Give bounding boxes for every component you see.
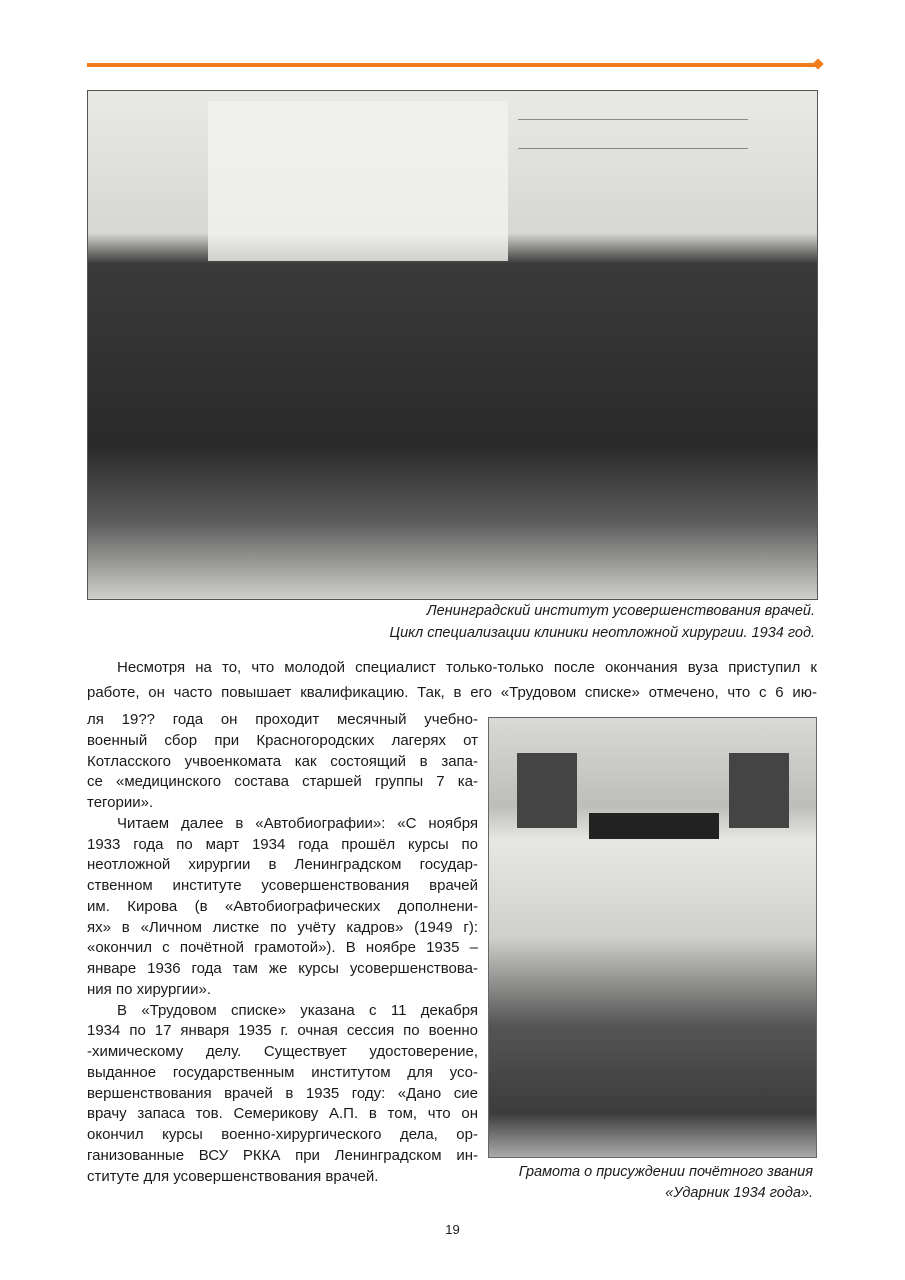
body-line: Котласского учвоенкомата как состоящий в запа- bbox=[87, 752, 478, 770]
body-line: выданное государственным институтом для усо- bbox=[87, 1063, 478, 1081]
body-line: «окончил с почётной грамотой»). В ноябре 1935 – bbox=[87, 939, 478, 957]
header-rule bbox=[87, 63, 817, 67]
body-line: ганизованные ВСУ РККА при Ленинградском ин- bbox=[87, 1146, 478, 1164]
body-line: военный сбор при Красногородских лагерях от bbox=[87, 731, 478, 749]
body-line: В «Трудовом списке» указана с 11 декабря bbox=[117, 1001, 478, 1019]
body-line: ния по хирургии». bbox=[87, 980, 212, 998]
body-line: Несмотря на то, что молодой специалист только-только после окончания вуза приступил к bbox=[117, 659, 817, 676]
body-line: январе 1936 года там же курсы усовершенствова- bbox=[87, 960, 478, 977]
body-line: 1934 по 17 января 1935 г. очная сессия по военно bbox=[87, 1022, 478, 1040]
body-line: -химическому делу. Существует удостоверение, bbox=[87, 1043, 478, 1060]
body-line: врачу запаса тов. Семерикову А.П. в том, что он bbox=[87, 1105, 478, 1123]
page-number: 19 bbox=[445, 1222, 460, 1237]
body-line: ственном институте усовершенствования врачей bbox=[87, 877, 478, 894]
certificate-caption-line-2: «Ударник 1934 года». bbox=[665, 1185, 813, 1201]
body-line: им. Кирова (в «Автобиографических дополнени- bbox=[87, 897, 478, 915]
body-line: 1933 года по март 1934 года прошёл курсы по bbox=[87, 835, 478, 853]
body-line: ституте для усовершенствования врачей. bbox=[87, 1167, 379, 1185]
body-line: окончил курсы военно-хирургического дела, ор- bbox=[87, 1126, 478, 1143]
body-line: Читаем далее в «Автобиографии»: «С ноября bbox=[117, 814, 478, 832]
certificate-image bbox=[488, 717, 817, 1158]
body-line: работе, он часто повышает квалификацию. Так, в его «Трудовом списке» отмечено, что с 6 ию- bbox=[87, 684, 817, 701]
body-line: неотложной хирургии в Ленинградском государ- bbox=[87, 856, 478, 874]
group-photo bbox=[87, 90, 818, 600]
body-line: тегории». bbox=[87, 794, 154, 811]
body-line: ля 19?? года он проходит месячный учебно- bbox=[87, 711, 478, 728]
header-rule-diamond bbox=[812, 58, 823, 69]
body-line: ях» в «Личном листке по учёту кадров» (1949 г): bbox=[87, 918, 478, 936]
body-line: вершенствования врачей в 1935 году: «Дано сие bbox=[87, 1084, 478, 1102]
body-line: се «медицинского состава старшей группы 7 ка- bbox=[87, 773, 478, 791]
photo-caption-line-1: Ленинградский институт усовершенствования врачей. bbox=[426, 603, 815, 619]
photo-caption-line-2: Цикл специализации клиники неотложной хирургии. 1934 год. bbox=[389, 625, 815, 641]
certificate-caption-line-1: Грамота о присуждении почётного звания bbox=[518, 1164, 813, 1180]
